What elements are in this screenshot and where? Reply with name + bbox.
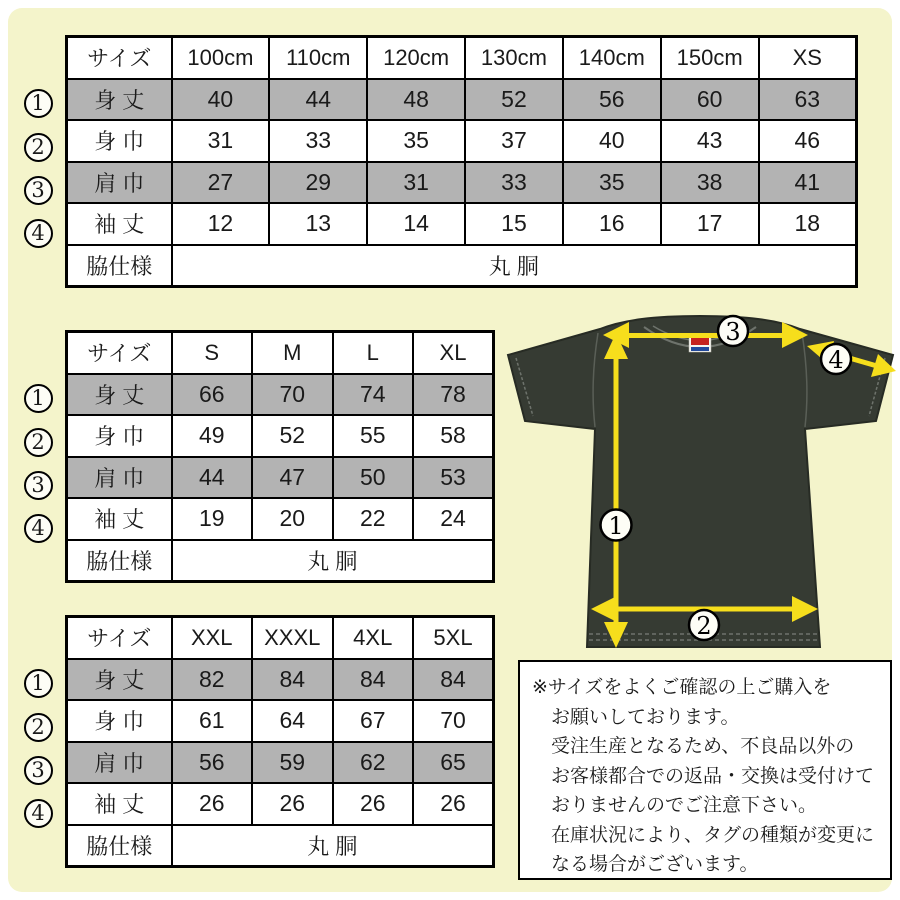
measure-label: 身 丈 (67, 659, 172, 701)
measure-value: 18 (759, 203, 857, 245)
measure-value: 70 (413, 700, 494, 742)
measure-value: 29 (269, 162, 367, 204)
measure-value: 84 (333, 659, 414, 701)
row-marker: 3 (24, 176, 53, 205)
measure-label: 身 丈 (67, 79, 172, 121)
size-column-header: 140cm (563, 37, 661, 79)
size-column-header: 110cm (269, 37, 367, 79)
measure-label: 肩 巾 (67, 162, 172, 204)
measure-label: 身 巾 (67, 700, 172, 742)
measure-value: 61 (172, 700, 253, 742)
note-line: お願いしております。 (551, 706, 740, 728)
row-marker: 4 (24, 219, 53, 248)
length-marker-number: 1 (608, 512, 624, 540)
row-marker: 3 (24, 471, 53, 500)
size-table-s-to-xl (65, 330, 495, 583)
measure-value: 66 (172, 374, 253, 416)
purchase-note-box (518, 660, 892, 880)
measure-value: 33 (465, 162, 563, 204)
measure-value: 44 (172, 457, 253, 499)
measure-value: 60 (661, 79, 759, 121)
size-column-header: XL (413, 332, 494, 374)
measure-value: 53 (413, 457, 494, 499)
size-table-block-adult (21, 330, 495, 583)
measure-value: 41 (759, 162, 857, 204)
measure-value: 38 (661, 162, 759, 204)
size-column-header: XS (759, 37, 857, 79)
length-arrow-line (614, 353, 619, 627)
side-spec-value: 丸 胴 (172, 245, 857, 287)
measure-value: 70 (252, 374, 333, 416)
measure-value: 56 (172, 742, 253, 784)
measure-label: 身 巾 (67, 120, 172, 162)
measure-label: 袖 丈 (67, 203, 172, 245)
measure-value: 84 (413, 659, 494, 701)
measure-label: 袖 丈 (67, 498, 172, 540)
measure-value: 33 (269, 120, 367, 162)
measure-value: 19 (172, 498, 253, 540)
measure-value: 16 (563, 203, 661, 245)
side-spec-label: 脇仕様 (67, 825, 172, 867)
measure-value: 47 (252, 457, 333, 499)
measure-value: 49 (172, 415, 253, 457)
measure-value: 22 (333, 498, 414, 540)
tshirt-measure-diagram (503, 313, 900, 663)
measure-value: 65 (413, 742, 494, 784)
size-column-header: 100cm (172, 37, 270, 79)
size-column-header: XXXL (252, 617, 333, 659)
measure-value: 50 (333, 457, 414, 499)
row-marker-column (21, 330, 55, 551)
width-marker-number: 2 (696, 612, 712, 640)
measure-value: 44 (269, 79, 367, 121)
measure-value: 48 (367, 79, 465, 121)
row-marker: 2 (24, 133, 53, 162)
measure-value: 27 (172, 162, 270, 204)
row-marker-column (21, 35, 55, 256)
measure-value: 63 (759, 79, 857, 121)
size-column-header: 120cm (367, 37, 465, 79)
measure-value: 35 (563, 162, 661, 204)
note-line: なる場合がございます。 (551, 854, 759, 875)
measure-value: 20 (252, 498, 333, 540)
measure-label: 肩 巾 (67, 457, 172, 499)
size-column-header: 150cm (661, 37, 759, 79)
measure-value: 40 (563, 120, 661, 162)
measure-value: 55 (333, 415, 414, 457)
measure-value: 26 (413, 783, 494, 825)
measure-label: 身 丈 (67, 374, 172, 416)
shoulder-marker-number: 3 (725, 318, 741, 346)
measure-value: 58 (413, 415, 494, 457)
measure-value: 13 (269, 203, 367, 245)
measure-value: 84 (252, 659, 333, 701)
measure-value: 59 (252, 742, 333, 784)
measure-label: 袖 丈 (67, 783, 172, 825)
measure-value: 64 (252, 700, 333, 742)
shoulder-arrow-line (625, 333, 786, 338)
measure-label: 肩 巾 (67, 742, 172, 784)
measure-value: 26 (333, 783, 414, 825)
size-column-header: L (333, 332, 414, 374)
measure-value: 12 (172, 203, 270, 245)
size-column-header: M (252, 332, 333, 374)
measure-value: 15 (465, 203, 563, 245)
neck-label-tag (689, 336, 711, 352)
measure-value: 82 (172, 659, 253, 701)
size-column-header: XXL (172, 617, 253, 659)
row-marker: 1 (24, 384, 53, 413)
size-column-header: S (172, 332, 253, 374)
measure-value: 62 (333, 742, 414, 784)
size-corner-header: サイズ (67, 332, 172, 374)
measure-value: 31 (172, 120, 270, 162)
note-line: おりませんのでご注意下さい。 (551, 795, 818, 816)
measure-value: 26 (172, 783, 253, 825)
size-table-xxl-to-5xl (65, 615, 495, 868)
measure-value: 46 (759, 120, 857, 162)
measure-value: 37 (465, 120, 563, 162)
measure-value: 24 (413, 498, 494, 540)
row-marker: 4 (24, 799, 53, 828)
measure-value: 56 (563, 79, 661, 121)
measure-value: 67 (333, 700, 414, 742)
measure-value: 35 (367, 120, 465, 162)
side-spec-value: 丸 胴 (172, 540, 494, 582)
measure-value: 31 (367, 162, 465, 204)
row-marker: 2 (24, 713, 53, 742)
measure-value: 78 (413, 374, 494, 416)
measure-value: 52 (252, 415, 333, 457)
row-marker-column (21, 615, 55, 836)
size-table-block-big (21, 615, 495, 868)
measure-value: 52 (465, 79, 563, 121)
size-column-header: 130cm (465, 37, 563, 79)
note-line: 在庫状況により、タグの種類が変更に (551, 824, 875, 846)
note-line: ※サイズをよくご確認の上ご購入を (532, 677, 832, 698)
row-marker: 3 (24, 756, 53, 785)
size-column-header: 5XL (413, 617, 494, 659)
row-marker: 2 (24, 428, 53, 457)
side-spec-label: 脇仕様 (67, 540, 172, 582)
measure-value: 43 (661, 120, 759, 162)
row-marker: 1 (24, 669, 53, 698)
measure-label: 身 巾 (67, 415, 172, 457)
row-marker: 1 (24, 89, 53, 118)
size-table-kids-to-xs (65, 35, 858, 288)
size-table-block-kids (21, 35, 858, 288)
row-marker: 4 (24, 514, 53, 543)
measure-value: 40 (172, 79, 270, 121)
note-line: 受注生産となるため、不良品以外の (551, 736, 855, 757)
note-line: お客様都合での返品・交換は受付けて (551, 765, 875, 787)
sleeve-marker-number: 4 (828, 346, 844, 374)
side-spec-label: 脇仕様 (67, 245, 172, 287)
measure-value: 17 (661, 203, 759, 245)
side-spec-value: 丸 胴 (172, 825, 494, 867)
measure-value: 14 (367, 203, 465, 245)
size-column-header: 4XL (333, 617, 414, 659)
measure-value: 74 (333, 374, 414, 416)
size-corner-header: サイズ (67, 617, 172, 659)
size-corner-header: サイズ (67, 37, 172, 79)
measure-value: 26 (252, 783, 333, 825)
